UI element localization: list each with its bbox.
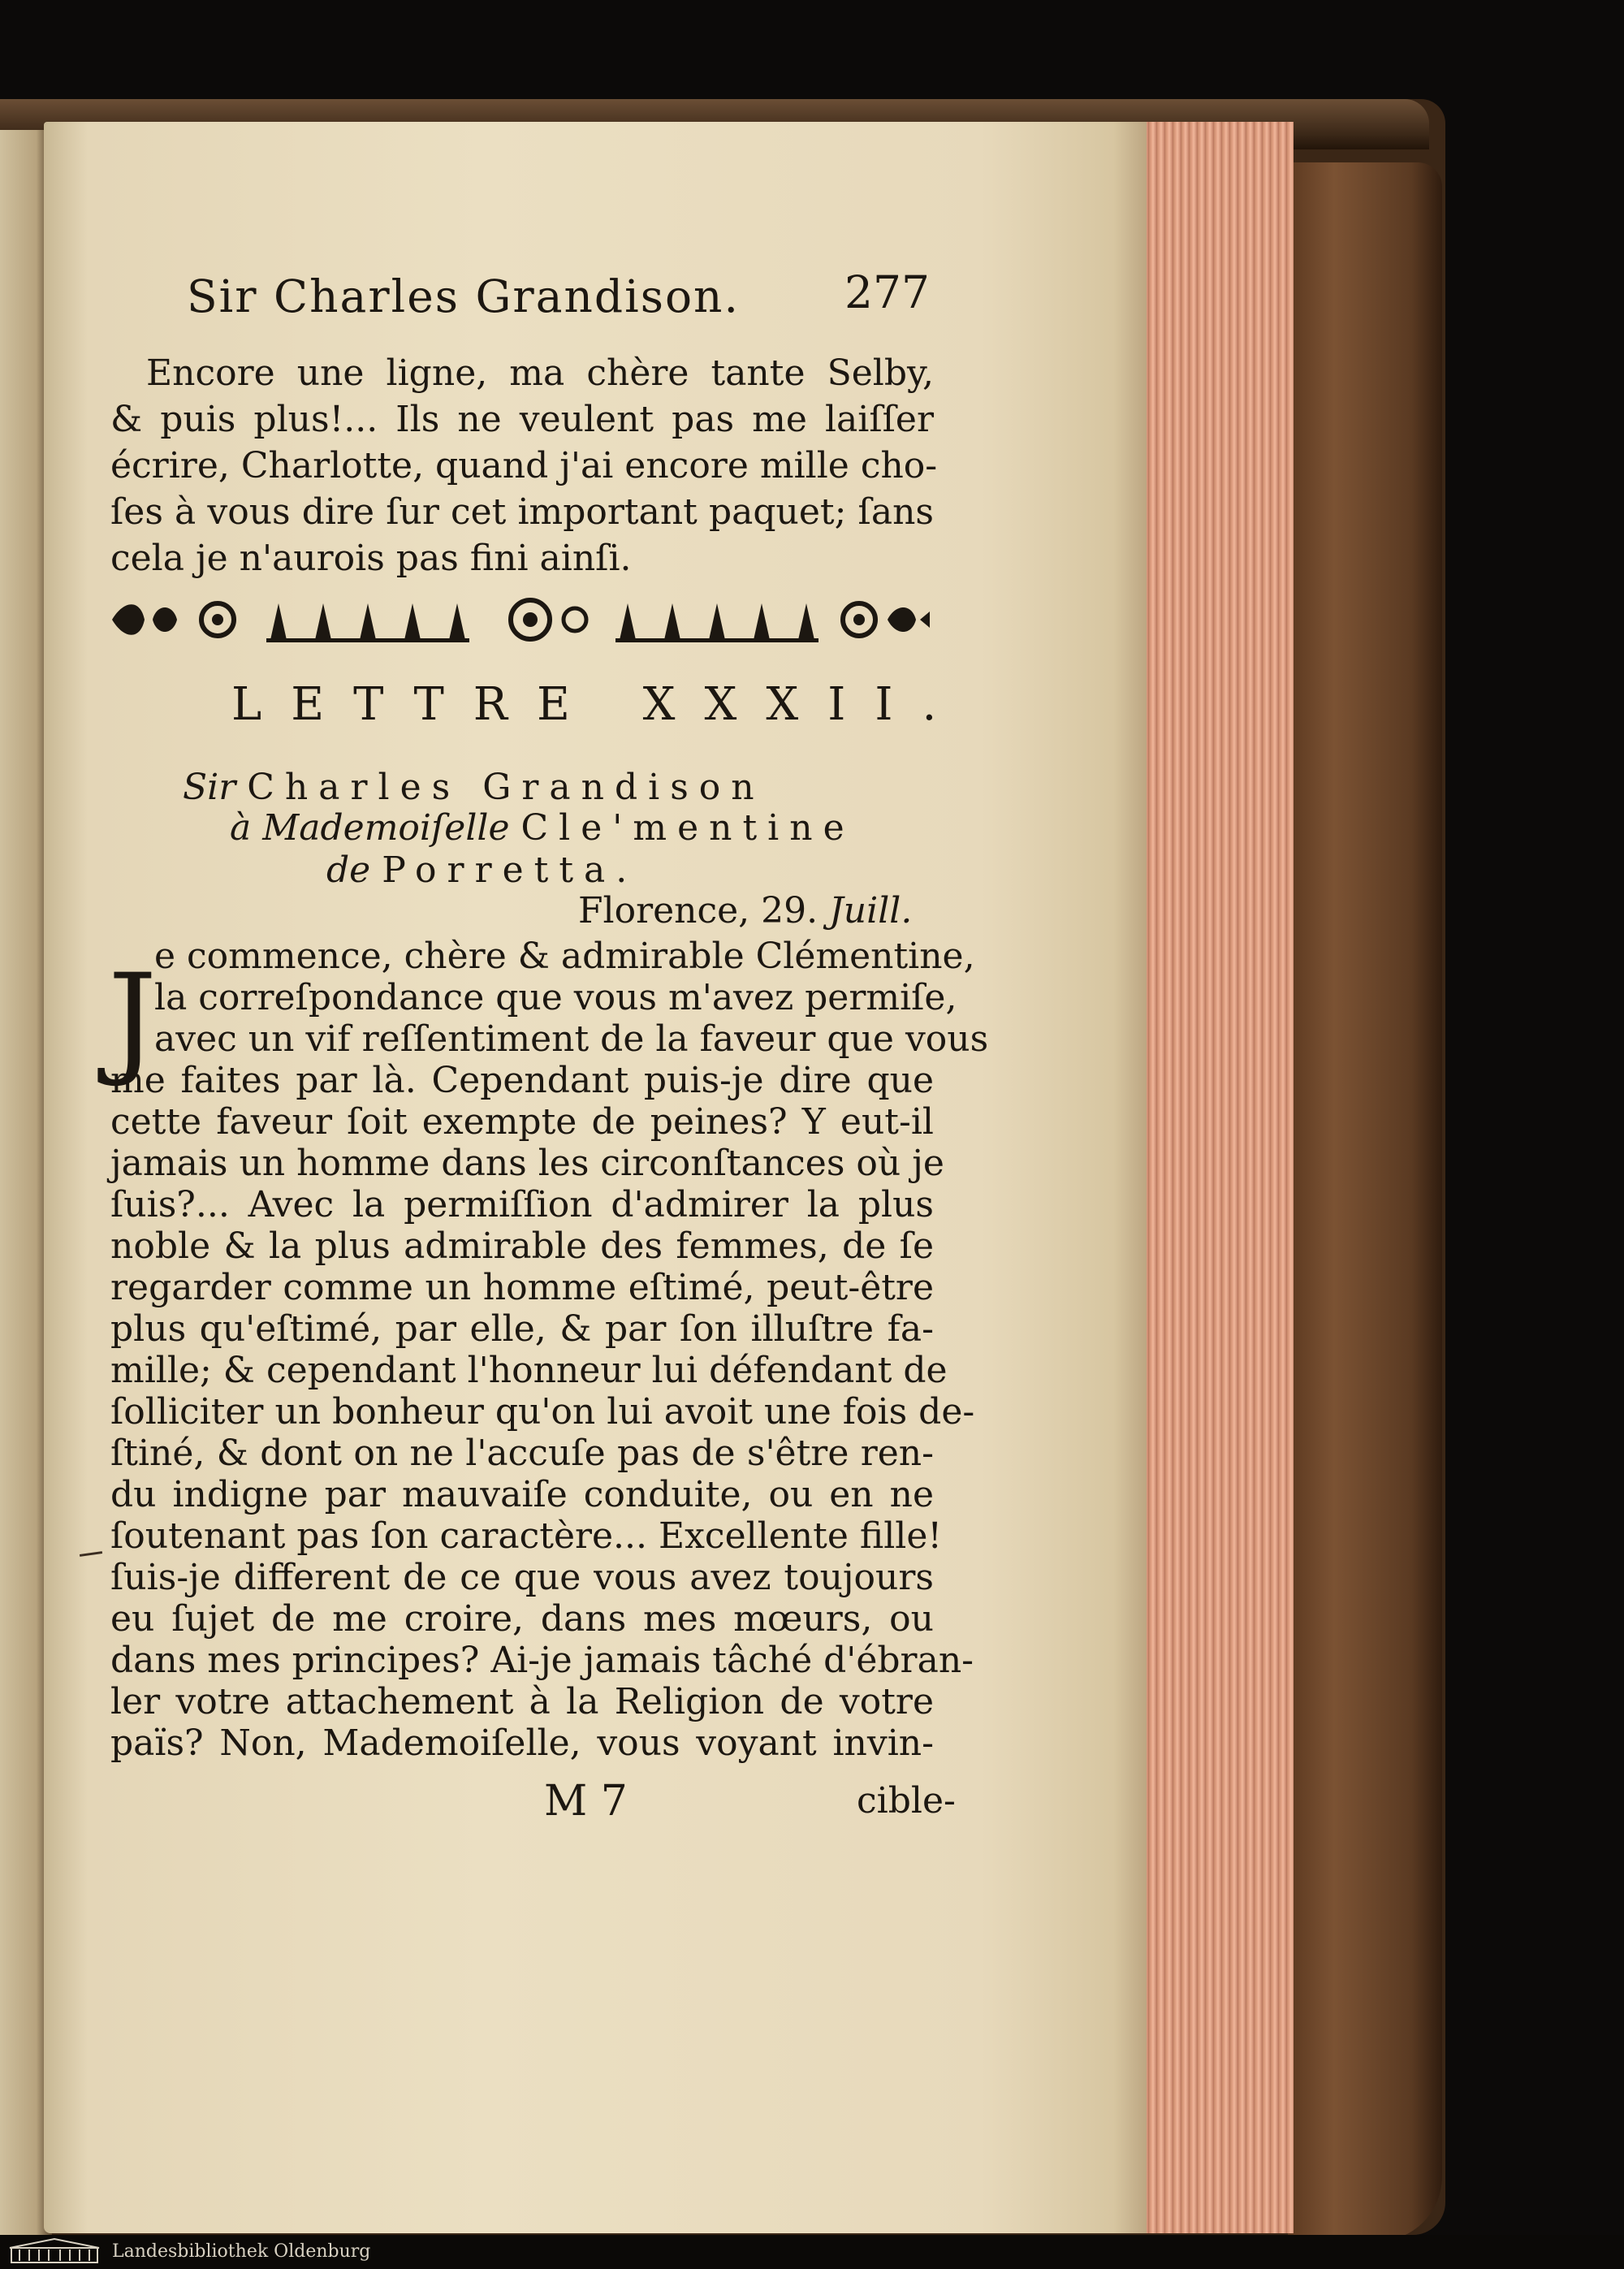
- fleuron-palmette-icon: [615, 603, 818, 642]
- catchword: cible-: [857, 1780, 956, 1822]
- body-line: ſuis-je different de ce que vous avez toujours: [110, 1557, 934, 1598]
- red-page-edges: [1138, 122, 1294, 2233]
- salutation-de: de: [326, 849, 371, 891]
- fleuron-knot-icon: [511, 600, 586, 639]
- fleuron-scroll-icon: [112, 604, 177, 635]
- salutation-line-1: [183, 767, 765, 808]
- closing-line: Encore une ligne, ma chère tante Selby,: [146, 352, 934, 394]
- body-line: la correſpondance que vous m'avez permiſe,: [154, 977, 957, 1018]
- body-line: noble & la plus admirable des femmes, de ſe: [110, 1225, 934, 1267]
- fleuron-knot-icon: [843, 603, 875, 636]
- closing-line: & puis plus!... Ils ne veulent pas me laiſſer: [110, 399, 934, 440]
- salutation-addressee: à Mademoiſelle: [230, 807, 510, 849]
- closing-line: ſes à vous dire ſur cet important paquet; ſans: [110, 491, 934, 533]
- salutation-sir: Sir: [183, 767, 236, 808]
- dateline: [578, 890, 913, 931]
- body-line: ſoutenant pas ſon caractère... Excellente fille!: [110, 1515, 943, 1557]
- body-line: du indigne par mauvaiſe conduite, ou en ne: [110, 1474, 934, 1515]
- body-line: païs? Non, Mademoiſelle, vous voyant invin-: [110, 1722, 934, 1764]
- letter-title: LETTRE XXXII.: [231, 678, 966, 731]
- dateline-place: Florence, 29.: [578, 890, 818, 931]
- library-name: Landesbibliothek Oldenburg: [112, 2241, 371, 2262]
- salutation-family: Porretta.: [382, 849, 638, 891]
- body-line: eu ſujet de me croire, dans mes mœurs, ou: [110, 1598, 934, 1640]
- body-line: dans mes principes? Ai-je jamais tâché d'ébran-: [110, 1640, 974, 1681]
- closing-line: écrire, Charlotte, quand j'ai encore mille cho-: [110, 445, 938, 486]
- body-line: ler votre attachement à la Religion de votre: [110, 1681, 934, 1722]
- salutation-name: Charles Grandison: [247, 767, 765, 808]
- salutation-line-3: [326, 849, 638, 891]
- back-cover-board: [1288, 162, 1442, 2241]
- dateline-month: Juill.: [829, 890, 913, 931]
- salutation-recipient: Cle'mentine: [520, 807, 855, 849]
- body-line: me faites par là. Cependant puis-je dire que: [110, 1060, 934, 1101]
- fleuron-scroll-icon: [888, 607, 930, 632]
- body-line: mille; & cependant l'honneur lui défendant de: [110, 1350, 948, 1391]
- body-line: ſuis?... Avec la permiſſion d'admirer la plus: [110, 1184, 934, 1225]
- page-number: 277: [844, 266, 930, 318]
- library-building-icon: [6, 2237, 102, 2266]
- body-line: ſolliciter un bonheur qu'on lui avoit une fois de-: [110, 1391, 975, 1433]
- closing-line: cela je n'aurois pas fini ainſi.: [110, 538, 632, 579]
- fleuron-knot-icon: [201, 603, 234, 636]
- body-line: jamais un homme dans les circonſtances où je: [110, 1143, 944, 1184]
- salutation-line-2: [230, 807, 855, 849]
- ornament-band: [108, 591, 932, 648]
- body-line: cette faveur ſoit exempte de peines? Y eut-il: [110, 1101, 934, 1143]
- signature-mark: M 7: [544, 1777, 628, 1826]
- body-line: regarder comme un homme eſtimé, peut-être: [110, 1267, 934, 1308]
- running-head-title: Sir Charles Grandison.: [187, 270, 740, 322]
- body-line: e commence, chère & admirable Clémentine,: [154, 936, 975, 977]
- drop-cap: J: [108, 949, 158, 1090]
- body-line: avec un vif reſſentiment de la faveur que vous: [154, 1018, 989, 1060]
- fleuron-palmette-icon: [266, 603, 469, 642]
- body-line: plus qu'eſtimé, par elle, & par ſon illuſtre fa-: [110, 1308, 934, 1350]
- body-line: ſtiné, & dont on ne l'accuſe pas de s'être ren-: [110, 1433, 934, 1474]
